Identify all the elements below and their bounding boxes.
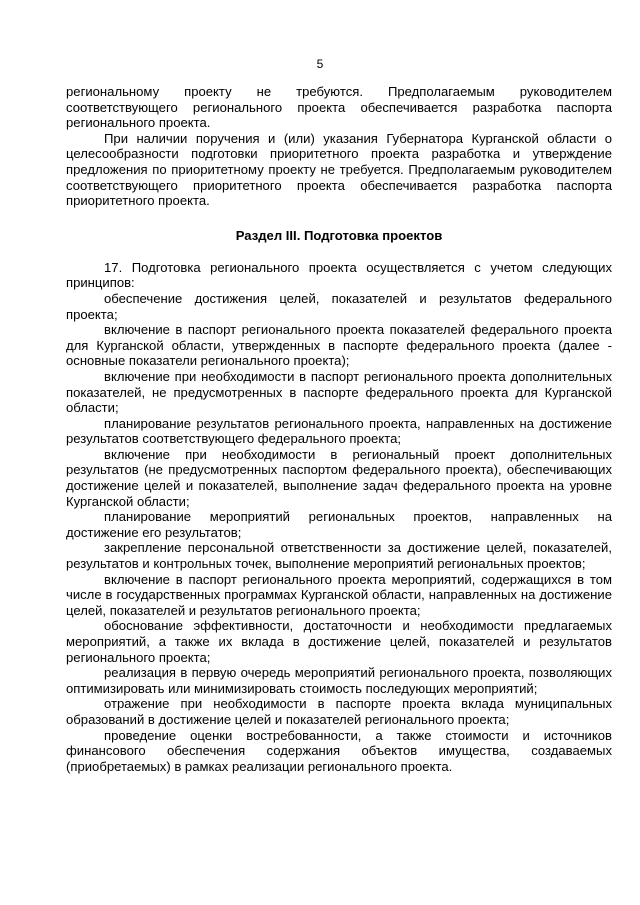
section-heading: Раздел III. Подготовка проектов <box>235 227 443 243</box>
document-body <box>66 84 612 774</box>
principle-item: обоснование эффективности, достаточности и необходимости предлагаемых мероприятий, а также их вклада в достижение целей, показателей и результатов регионального проекта; <box>66 618 612 665</box>
principle-item: проведение оценки востребованности, а также стоимости и источников финансового обеспечения содержания объектов имущества, создаваемых (приобретаемых) в рамках реализации регионального проекта. <box>66 727 612 774</box>
principle-item: отражение при необходимости в паспорте проекта вклада муниципальных образований в достижение целей и показателей регионального проекта; <box>66 696 612 727</box>
principle-item: закрепление персональной ответственности за достижение целей, показателей, результатов и контрольных точек, выполнение мероприятий региональных проектов; <box>66 540 612 572</box>
principle-item: включение при необходимости в паспорт регионального проекта дополнительных показателей, не предусмотренных в паспорте федерального проекта для Курганской области; <box>66 368 612 416</box>
paragraph-item-17: 17. Подготовка регионального проекта осуществляется с учетом следующих принципов: <box>66 259 612 291</box>
paragraph-governor-instruction: При наличии поручения и (или) указания Губернатора Курганской области о целесообразности подготовки приоритетного проекта разработка и утверждение предложения по приоритетному проекту не требуется. Предполагаемым руководителем соответствующего приоритетного проекта обеспечивается разработка паспорта приоритетного проекта. <box>66 130 612 209</box>
paragraph-continuation: региональному проекту не требуются. Предполагаемым руководителем соответствующего регионального проекта обеспечивается разработка паспорта регионального проекта. <box>66 84 612 131</box>
principle-item: планирование результатов регионального проекта, направленных на достижение результатов соответствующего федерального проекта; <box>66 415 612 447</box>
principle-item: включение в паспорт регионального проекта мероприятий, содержащихся в том числе в государственных программах Курганской области, направленных на достижение целей, показателей и результатов регионального проекта; <box>66 571 612 618</box>
principle-item: включение в паспорт регионального проекта показателей федерального проекта для Курганской области, утвержденных в паспорте федерального проекта (далее - основные показатели регионального проекта); <box>66 322 612 369</box>
principle-item: включение при необходимости в региональный проект дополнительных результатов (не предусмотренных паспортом федерального проекта), обеспечивающих достижение целей и показателей, выполнение задач федерального проекта на уровне Курганской области; <box>66 446 612 509</box>
principle-item: реализация в первую очередь мероприятий регионального проекта, позволяющих оптимизировать или минимизировать стоимость последующих мероприятий; <box>66 665 612 696</box>
principle-item: обеспечение достижения целей, показателей и результатов федерального проекта; <box>66 290 612 322</box>
principle-item: планирование мероприятий региональных проектов, направленных на достижение его результатов; <box>66 509 612 540</box>
page-number: 5 <box>316 57 324 71</box>
